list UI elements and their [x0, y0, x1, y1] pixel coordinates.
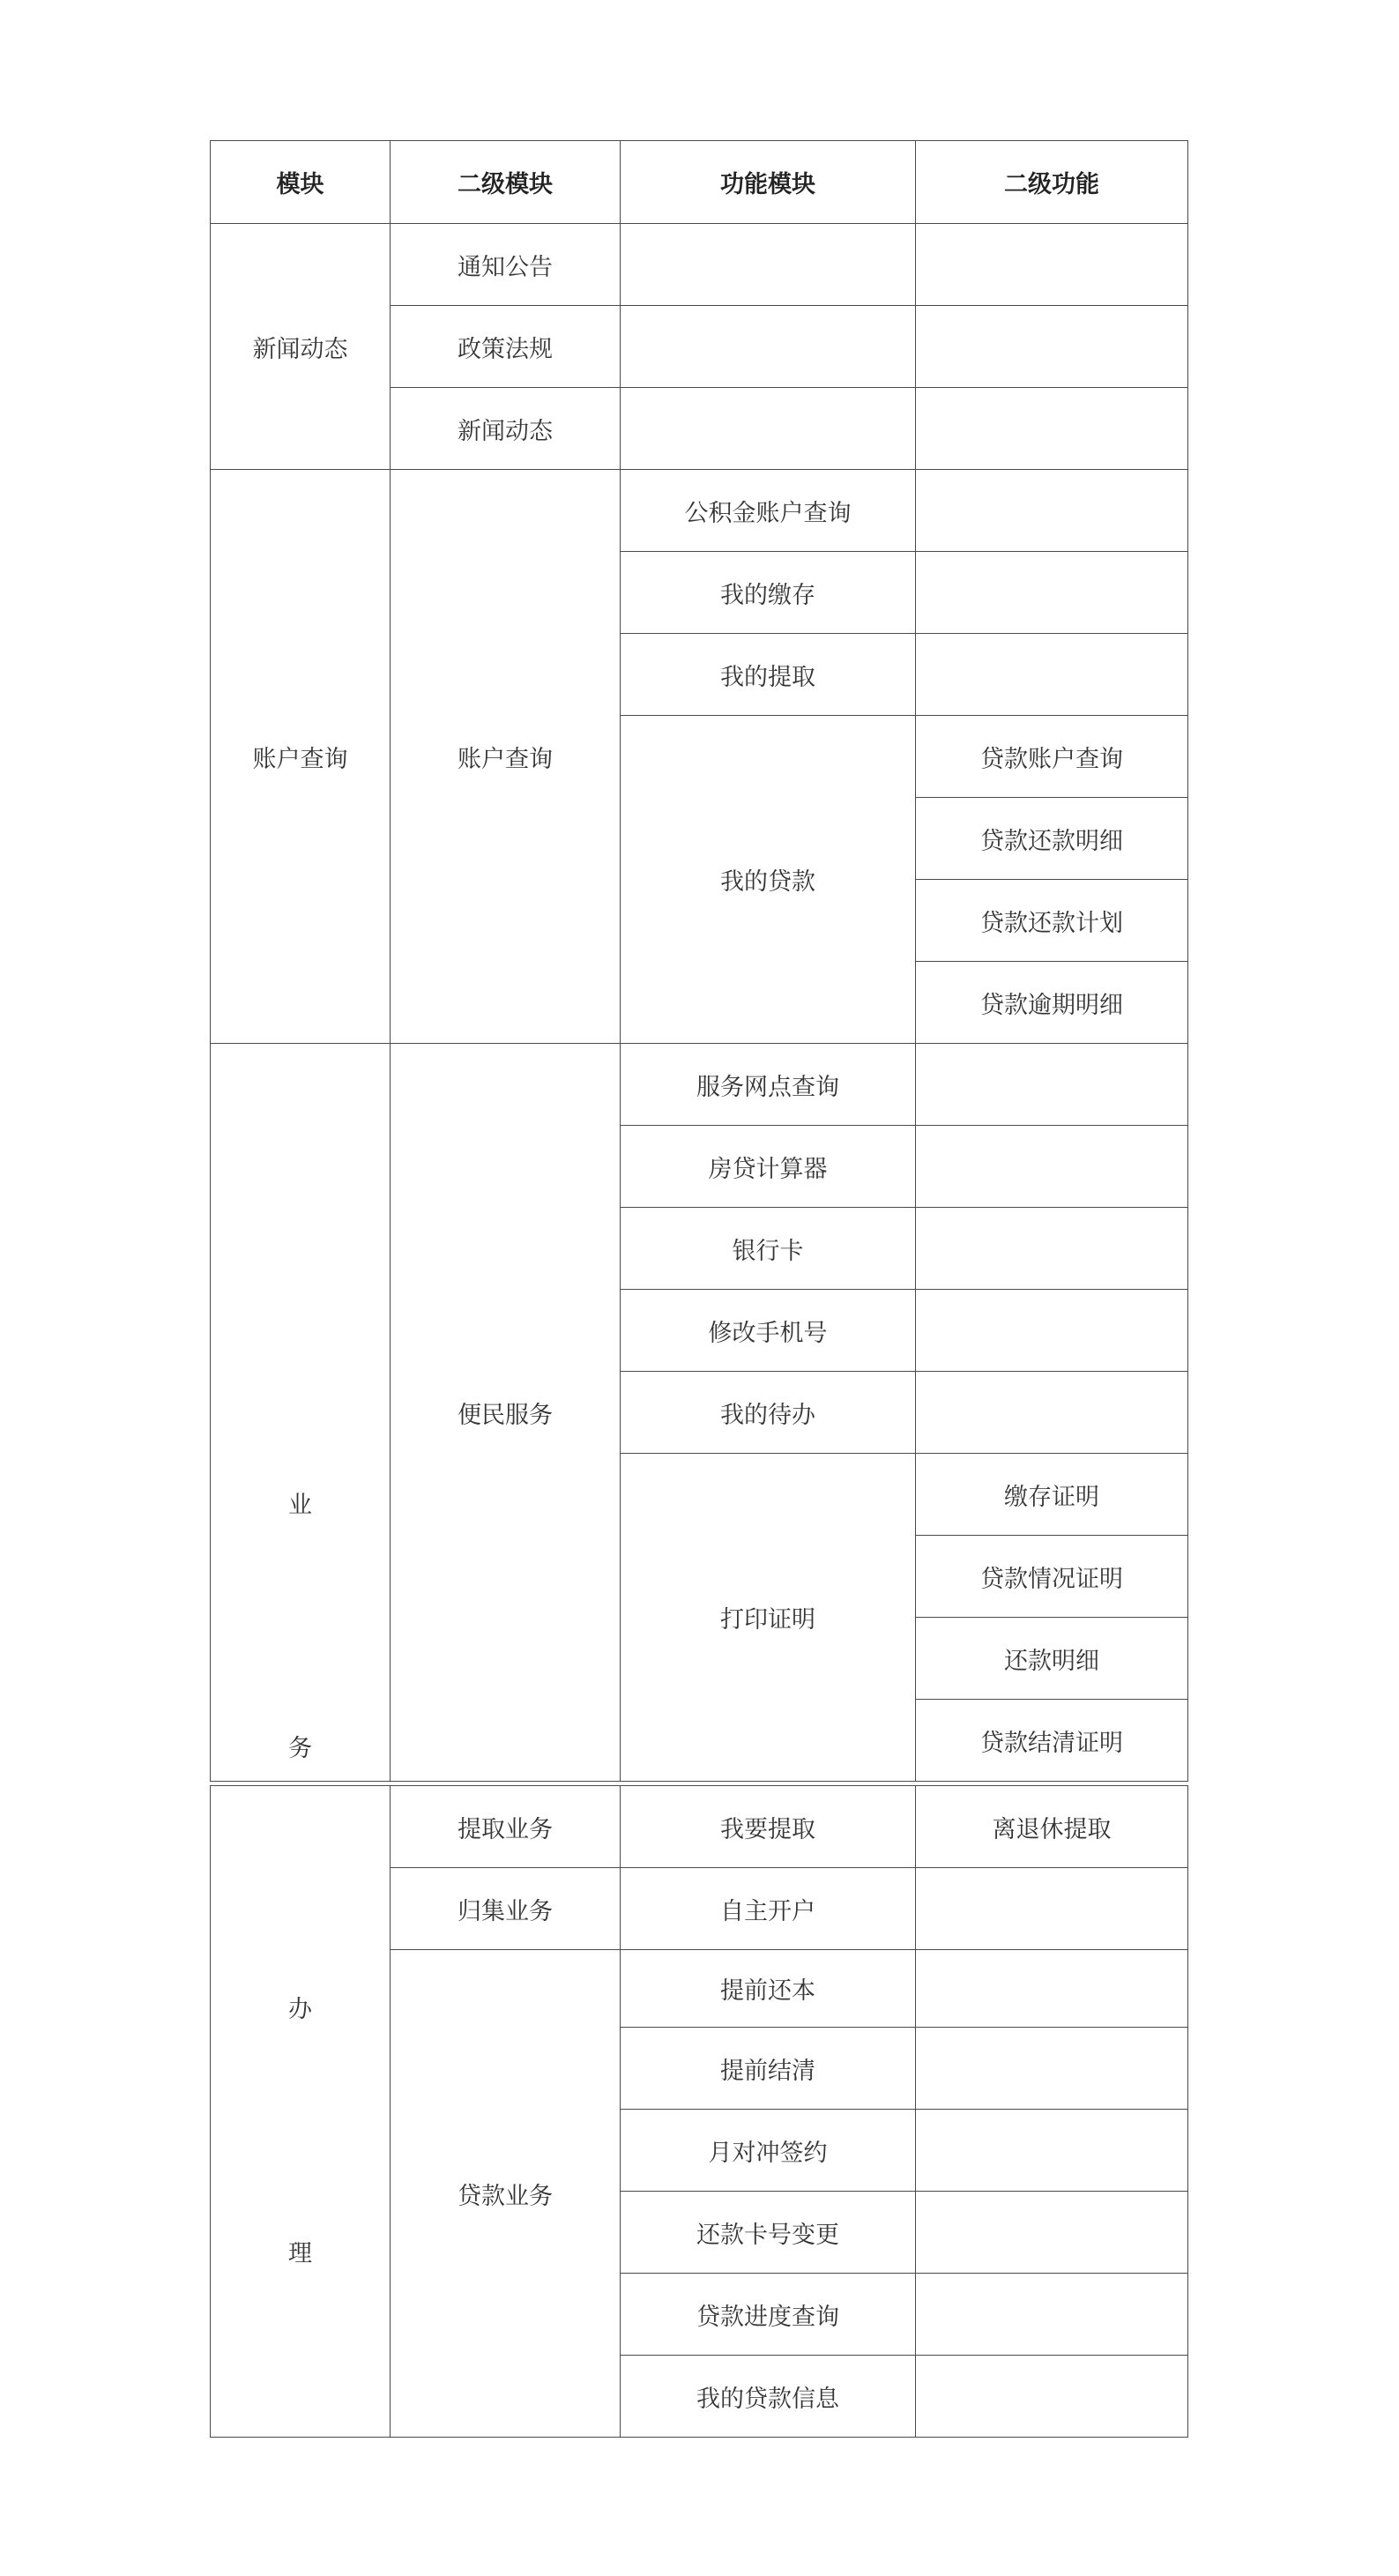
- empty-cell: [916, 1126, 1188, 1208]
- empty-cell: [621, 388, 916, 470]
- sub-function-cell: 贷款逾期明细: [916, 962, 1188, 1044]
- empty-cell: [916, 634, 1188, 716]
- module-table-part-2: [210, 1785, 1188, 2438]
- function-my-loan: 我的贷款: [621, 716, 916, 1044]
- empty-cell: [621, 224, 916, 306]
- function-cell: 自主开户: [621, 1868, 916, 1950]
- sub-function-cell: 贷款还款计划: [916, 880, 1188, 962]
- function-cell: 修改手机号: [621, 1290, 916, 1372]
- function-cell: 还款卡号变更: [621, 2192, 916, 2274]
- empty-cell: [916, 1044, 1188, 1126]
- header-row: [211, 141, 1188, 224]
- sub-module-account: 账户查询: [391, 470, 621, 1044]
- function-cell: 房贷计算器: [621, 1126, 916, 1208]
- table-row: [211, 1786, 1188, 1868]
- header-sub-module: 二级模块: [391, 141, 621, 224]
- empty-cell: [916, 224, 1188, 306]
- empty-cell: [916, 306, 1188, 388]
- empty-cell: [916, 552, 1188, 634]
- function-print-certificate: 打印证明: [621, 1454, 916, 1782]
- header-sub-function: 二级功能: [916, 141, 1188, 224]
- empty-cell: [916, 1372, 1188, 1454]
- module-business-char: 业: [288, 1492, 312, 1519]
- function-cell: 服务网点查询: [621, 1044, 916, 1126]
- header-module: 模块: [211, 141, 391, 224]
- empty-cell: [916, 1290, 1188, 1372]
- empty-cell: [916, 2028, 1188, 2110]
- sub-module-cell: 政策法规: [391, 306, 621, 388]
- empty-cell: [916, 470, 1188, 552]
- function-cell: 公积金账户查询: [621, 470, 916, 552]
- empty-cell: [916, 2274, 1188, 2356]
- empty-cell: [916, 2356, 1188, 2438]
- sub-function-cell: 贷款账户查询: [916, 716, 1188, 798]
- empty-cell: [621, 306, 916, 388]
- module-account: 账户查询: [211, 470, 391, 1044]
- sub-module-collection: 归集业务: [391, 1868, 621, 1950]
- sub-function-cell: 离退休提取: [916, 1786, 1188, 1868]
- empty-cell: [916, 388, 1188, 470]
- function-cell: 银行卡: [621, 1208, 916, 1290]
- table-row: [211, 470, 1188, 552]
- sub-module-withdraw: 提取业务: [391, 1786, 621, 1868]
- empty-cell: [916, 2110, 1188, 2192]
- header-function-module: 功能模块: [621, 141, 916, 224]
- function-cell: 我的提取: [621, 634, 916, 716]
- function-cell: 我的贷款信息: [621, 2356, 916, 2438]
- function-cell: 月对冲签约: [621, 2110, 916, 2192]
- module-business-part-2: [211, 1786, 391, 2438]
- module-table-part-1: [210, 140, 1188, 1782]
- empty-cell: [916, 1950, 1188, 2028]
- table-row: [211, 1044, 1188, 1126]
- module-news: 新闻动态: [211, 224, 391, 470]
- function-cell: 我要提取: [621, 1786, 916, 1868]
- function-cell: 我的待办: [621, 1372, 916, 1454]
- module-business-char: 务: [288, 1735, 312, 1762]
- function-cell: 提前结清: [621, 2028, 916, 2110]
- sub-module-cell: 新闻动态: [391, 388, 621, 470]
- sub-function-cell: 贷款情况证明: [916, 1536, 1188, 1618]
- empty-cell: [916, 2192, 1188, 2274]
- empty-cell: [916, 1868, 1188, 1950]
- sub-function-cell: 还款明细: [916, 1618, 1188, 1700]
- sub-module-cell: 通知公告: [391, 224, 621, 306]
- module-business-char: 理: [288, 2240, 312, 2267]
- function-cell: 提前还本: [621, 1950, 916, 2028]
- function-cell: 贷款进度查询: [621, 2274, 916, 2356]
- module-business-char: 办: [288, 1996, 312, 2023]
- sub-function-cell: 贷款结清证明: [916, 1700, 1188, 1782]
- sub-function-cell: 缴存证明: [916, 1454, 1188, 1536]
- sub-module-loan-business: 贷款业务: [391, 1950, 621, 2438]
- table-row: [211, 224, 1188, 306]
- sub-module-convenience: 便民服务: [391, 1044, 621, 1782]
- module-business-part-1: [211, 1044, 391, 1782]
- function-cell: 我的缴存: [621, 552, 916, 634]
- sub-function-cell: 贷款还款明细: [916, 798, 1188, 880]
- empty-cell: [916, 1208, 1188, 1290]
